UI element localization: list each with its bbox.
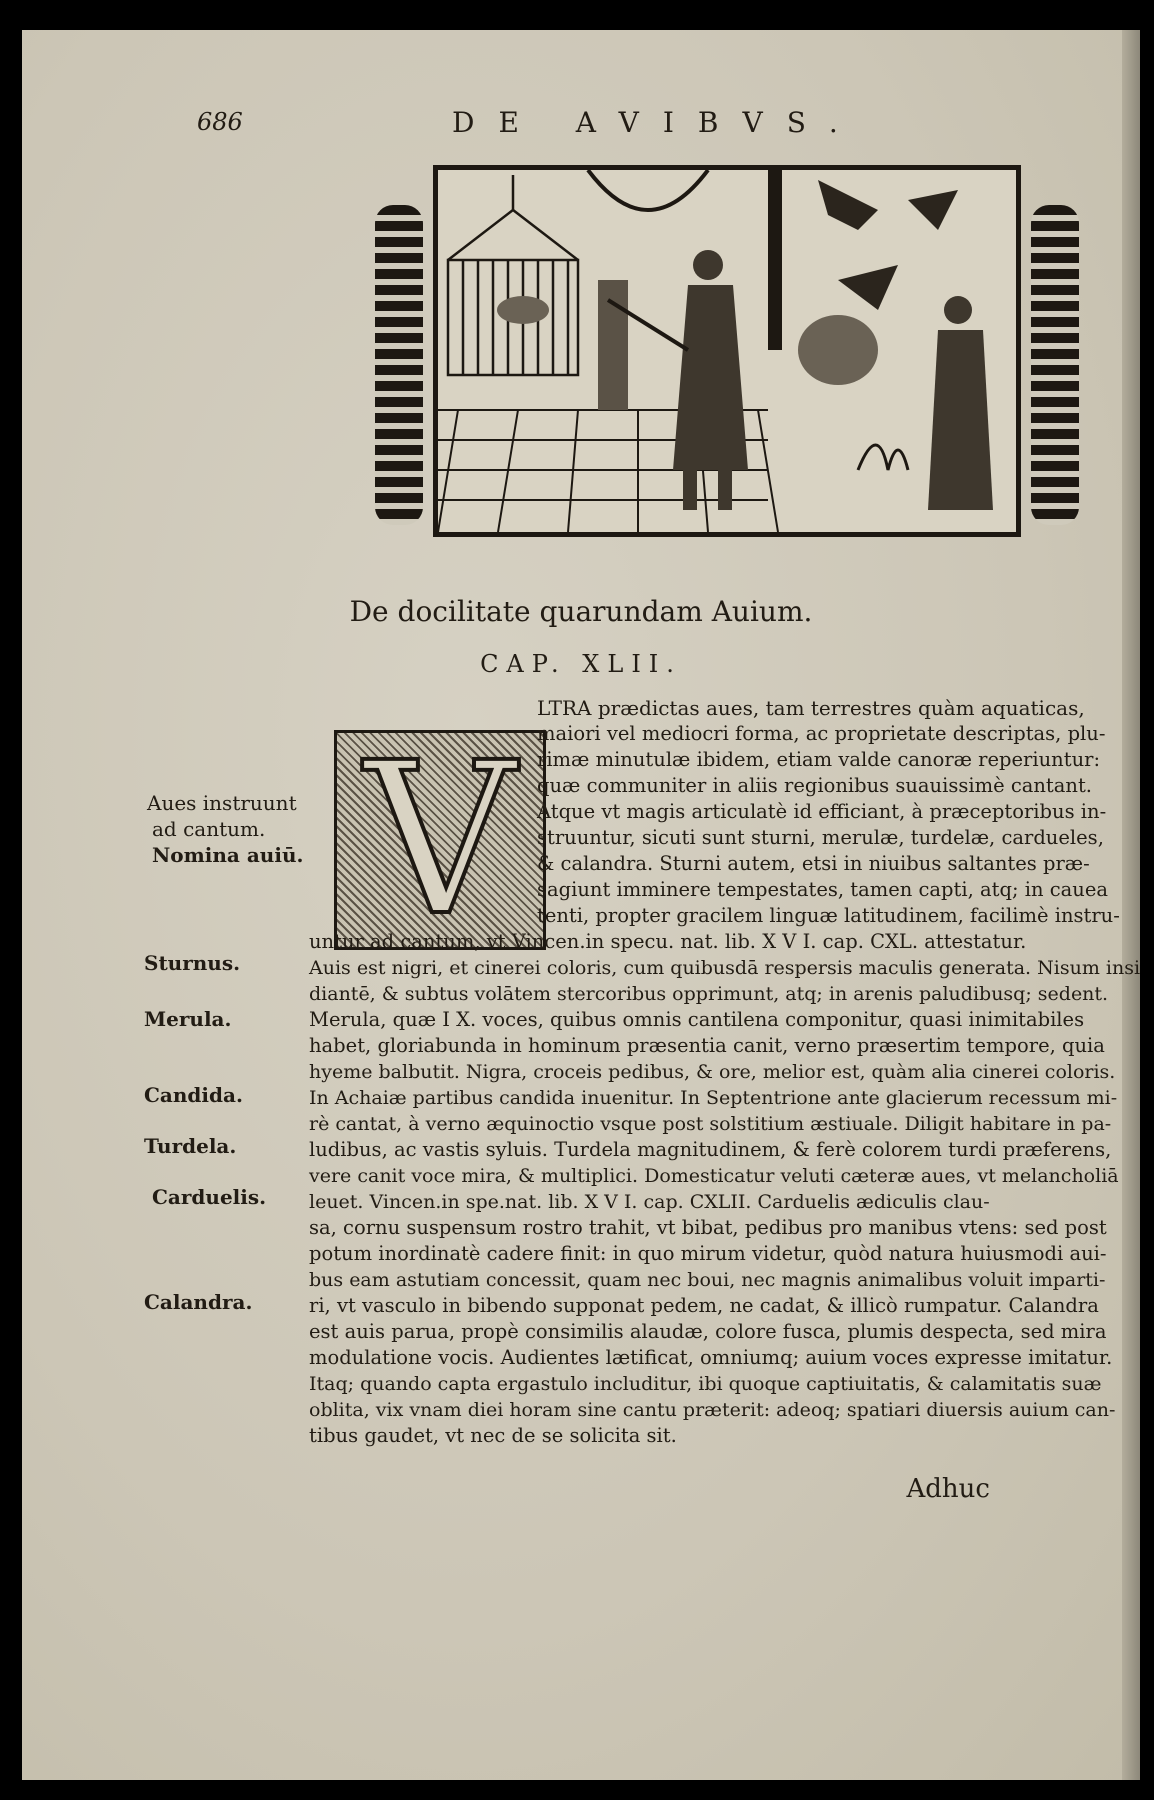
margin-note: Carduelis. (152, 1185, 267, 1209)
catchword: Adhuc (906, 1474, 990, 1504)
text-line: habet, gloriabunda in hominum præsentia canit, verno præsertim tempore, quia (309, 1034, 1105, 1057)
text-line: Atque vt magis articulatè id efficiant, à præceptoribus in- (537, 800, 1107, 823)
chapter-number: CAP. XLII. (480, 650, 682, 678)
woodcut-frame (433, 165, 1021, 537)
text-line: oblita, vix vnam diei horam sine cantu præterit: adeoq; spatiari diuersis auium can- (309, 1399, 1116, 1421)
margin-note: Sturnus. (144, 951, 241, 975)
decorated-initial (334, 717, 546, 962)
text-line: ri, vt vasculo in bibendo supponat pedem, ne cadat, & illicò rumpatur. Calandra (309, 1294, 1099, 1317)
margin-note: Aues instruunt (147, 791, 297, 815)
text-line: leuet. Vincen.in spe.nat. lib. X V I. cap. CXLII. Carduelis ædiculis clau- (309, 1191, 990, 1213)
text-line: tibus gaudet, vt nec de se solicita sit. (309, 1424, 677, 1447)
initial-letter: V (364, 717, 516, 962)
text-line: quæ communiter in aliis regionibus suauissimè cantant. (537, 774, 1092, 797)
text-line: sagiunt imminere tempestates, tamen capti, atq; in cauea (537, 878, 1108, 901)
text-line: In Achaiæ partibus candida inuenitur. In Septentrione ante glacierum recessum mi- (309, 1087, 1118, 1109)
running-head: DE AVIBVS. (452, 106, 862, 139)
page-number: 686 (197, 108, 243, 136)
margin-note: Candida. (144, 1083, 243, 1107)
margin-note: Nomina auiū. (152, 843, 304, 867)
text-line: potum inordinatè cadere finit: in quo mirum videtur, quòd natura huiusmodi aui- (309, 1242, 1107, 1265)
woodcut-illustration (417, 165, 1037, 565)
text-line: sa, cornu suspensum rostro trahit, vt bibat, pedibus pro manibus vtens: sed post (309, 1216, 1107, 1239)
margin-note: Merula. (144, 1007, 232, 1031)
page-edge (1122, 30, 1140, 1780)
woodcut-scene (438, 170, 1016, 532)
text-line: Auis est nigri, et cinerei coloris, cum quibusdā respersis maculis generata. Nisum insi (309, 957, 1141, 979)
text-line: vere canit voce mira, & multiplici. Domesticatur veluti cæteræ aues, vt melancholiā (309, 1165, 1119, 1187)
text-line: rè cantat, à verno æquinoctio vsque post solstitium æstiuale. Diligit habitare in pa- (309, 1113, 1112, 1135)
right-ornament (1031, 205, 1079, 525)
text-line: maiori vel mediocri forma, ac proprietate descriptas, plu- (537, 722, 1106, 745)
margin-note: Turdela. (144, 1134, 237, 1158)
text-line: Merula, quæ I X. voces, quibus omnis cantilena componitur, quasi inimitabiles (309, 1008, 1085, 1031)
text-line: tenti, propter gracilem linguæ latitudinem, facilimè instru- (537, 904, 1120, 927)
text-line: bus eam astutiam concessit, quam nec boui, nec magnis animalibus voluit imparti- (309, 1269, 1106, 1291)
text-line: diantē, & subtus volātem stercoribus opprimunt, atq; in arenis paludibusq; sedent. (309, 983, 1109, 1005)
text-line: hyeme balbutit. Nigra, croceis pedibus, & ore, melior est, quàm alia cinerei coloris. (309, 1061, 1116, 1083)
margin-note: Calandra. (144, 1290, 253, 1314)
book-page (22, 30, 1140, 1780)
text-line: modulatione vocis. Audientes lætificat, omniumq; auium voces expresse imitatur. (309, 1346, 1113, 1369)
text-line: untur ad cantum, vt Vincen.in specu. nat. lib. X V I. cap. CXL. attestatur. (309, 930, 1027, 953)
chapter-title: De docilitate quarundam Auium. (349, 595, 813, 628)
margin-note: ad cantum. (152, 817, 266, 841)
text-line: rimæ minutulæ ibidem, etiam valde canoræ reperiuntur: (537, 748, 1101, 771)
text-line: struuntur, sicuti sunt sturni, merulæ, turdelæ, cardueles, (537, 826, 1104, 849)
left-ornament (375, 205, 423, 525)
text-line: est auis parua, propè consimilis alaudæ, colore fusca, plumis despecta, sed mira (309, 1320, 1107, 1343)
text-line: LTRA prædictas aues, tam terrestres quàm aquaticas, (537, 696, 1085, 720)
text-line: & calandra. Sturni autem, etsi in niuibus saltantes præ- (537, 852, 1090, 875)
text-line: Itaq; quando capta ergastulo includitur, ibi quoque captiuitatis, & calamitatis suæ (309, 1373, 1102, 1395)
text-line: ludibus, ac vastis syluis. Turdela magnitudinem, & ferè colorem turdi præferens, (309, 1138, 1112, 1161)
